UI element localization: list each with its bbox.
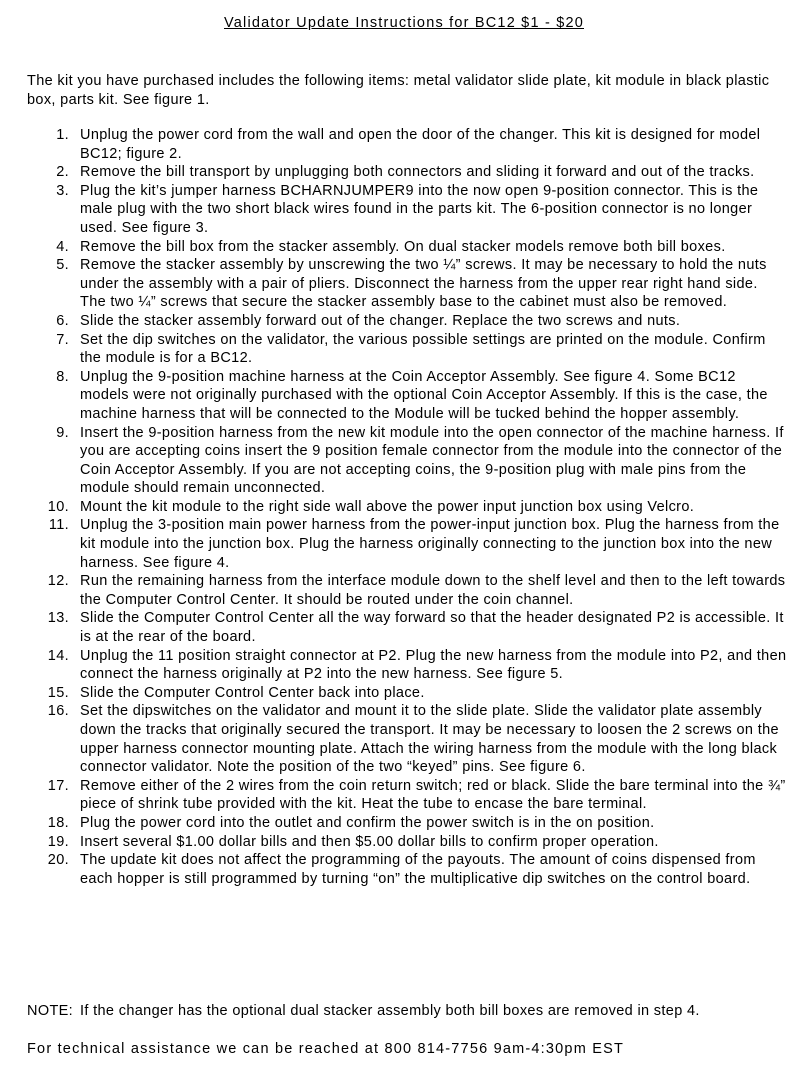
- step-item: [27, 814, 787, 833]
- step-item: [27, 126, 787, 163]
- step-item: [27, 331, 787, 368]
- instruction-steps-list: [27, 126, 787, 888]
- step-item: [27, 163, 787, 182]
- step-number: 3.: [56, 182, 69, 199]
- step-number: 20.: [47, 852, 69, 869]
- step-item: [27, 516, 787, 572]
- step-number: 16.: [47, 703, 69, 720]
- step-number: 13.: [47, 610, 69, 627]
- step-number: 8.: [56, 368, 69, 385]
- step-text: Insert several $1.00 dollar bills and then $5.00 dollar bills to confirm proper operation.: [80, 833, 659, 850]
- step-number: 19.: [47, 833, 69, 850]
- note-paragraph: [27, 1002, 797, 1021]
- step-text: Slide the Computer Control Center back into place.: [80, 684, 425, 701]
- step-number: 14.: [47, 647, 69, 664]
- step-number: 17.: [47, 777, 69, 794]
- step-number: 2.: [56, 164, 69, 181]
- step-text: Unplug the 9-position machine harness at the Coin Acceptor Assembly. See figure 4. Some BC12 models were not originally purchased with the optional Coin Acceptor Assembly. If this is the case, the machine harness that will be connected to the Module will be tucked behind the hopper assembly.: [80, 368, 768, 422]
- step-item: [27, 182, 787, 238]
- step-text: Remove the bill box from the stacker assembly. On dual stacker models remove both bill boxes.: [80, 238, 726, 255]
- step-text: Slide the stacker assembly forward out of the changer. Replace the two screws and nuts.: [80, 312, 681, 329]
- step-text: Set the dip switches on the validator, the various possible settings are printed on the module. Confirm the module is for a BC12.: [80, 331, 766, 367]
- step-number: 1.: [56, 127, 69, 143]
- step-item: [27, 684, 787, 703]
- step-text: Unplug the 3-position main power harness from the power-input junction box. Plug the harness from the kit module into the junction box. Plug the harness originally connecting to the junction box into the new harness. See figure 4.: [80, 517, 780, 571]
- step-item: [27, 424, 787, 498]
- step-text: Insert the 9-position harness from the new kit module into the open connector of the machine harness. If you are accepting coins insert the 9 position female connector from the module into the connector of the Coin Acceptor Assembly. If you are not accepting coins, the 9-position plug with male pins from the module should remain unconnected.: [80, 424, 784, 497]
- step-text: Unplug the power cord from the wall and open the door of the changer. This kit is designed for model BC12; figure 2.: [80, 127, 761, 162]
- step-number: 6.: [56, 312, 69, 329]
- step-number: 7.: [56, 331, 69, 348]
- step-number: 5.: [56, 257, 69, 274]
- step-text: Run the remaining harness from the interface module down to the shelf level and then to the left towards the Computer Control Center. It should be routed under the coin channel.: [80, 573, 786, 608]
- intro-paragraph: The kit you have purchased includes the following items: metal validator slide plate, kit module in black plastic box, parts kit. See figure 1.: [27, 73, 770, 108]
- step-number: 15.: [47, 684, 69, 701]
- step-text: Slide the Computer Control Center all the way forward so that the header designated P2 is accessible. It is at the rear of the board.: [80, 610, 784, 646]
- step-item: [27, 312, 787, 331]
- step-text: Remove either of the 2 wires from the coin return switch; red or black. Slide the bare terminal into the ¾” piece of shrink tube provided with the kit. Heat the tube to encase the bare terminal.: [80, 777, 786, 813]
- step-item: [27, 238, 787, 257]
- contact-line: For technical assistance we can be reached at 800 814-7756 9am-4:30pm EST: [27, 1041, 625, 1057]
- step-item: [27, 851, 787, 888]
- step-item: [27, 609, 787, 646]
- step-item: [27, 647, 787, 684]
- step-number: 9.: [56, 424, 69, 441]
- step-item: [27, 777, 787, 814]
- step-item: [27, 702, 787, 776]
- note-label: NOTE:: [27, 1003, 74, 1019]
- step-text: Mount the kit module to the right side wall above the power input junction box using Velcro.: [80, 498, 695, 515]
- step-number: 12.: [47, 573, 69, 590]
- step-item: [27, 498, 787, 517]
- step-text: Remove the stacker assembly by unscrewing the two ¼” screws. It may be necessary to hold the nuts under the assembly with a pair of pliers. Disconnect the harness from the upper rear right hand side. The two ¼” screws that secure the stacker assembly base to the cabinet must also be removed.: [80, 257, 767, 311]
- step-number: 11.: [48, 517, 69, 534]
- step-item: [27, 368, 787, 424]
- step-item: [27, 833, 787, 852]
- step-number: 10.: [47, 498, 69, 515]
- step-text: The update kit does not affect the programming of the payouts. The amount of coins dispensed from each hopper is still programmed by turning “on” the multiplicative dip switches on the control board.: [80, 852, 756, 887]
- step-text: Plug the power cord into the outlet and confirm the power switch is in the on position.: [80, 814, 655, 831]
- step-item: [27, 572, 787, 609]
- step-text: Unplug the 11 position straight connector at P2. Plug the new harness from the module into P2, and then connect the harness originally at P2 into the new harness. See figure 5.: [80, 647, 787, 683]
- step-text: Set the dipswitches on the validator and mount it to the slide plate. Slide the validator plate assembly down the tracks that originally secured the transport. It may be necessary to loosen the 2 screws on the upper harness connector mounting plate. Attach the wiring harness from the module with the long black connector validator. Note the position of the two “keyed” pins. See figure 6.: [80, 703, 779, 776]
- document-title: Validator Update Instructions for BC12 $1 - $20: [224, 15, 584, 31]
- step-item: [27, 256, 787, 312]
- note-text: If the changer has the optional dual stacker assembly both bill boxes are removed in step 4.: [80, 1003, 700, 1019]
- step-number: 18.: [47, 814, 69, 831]
- step-number: 4.: [56, 238, 69, 255]
- step-text: Plug the kit’s jumper harness BCHARNJUMPER9 into the now open 9-position connector. This is the male plug with the two short black wires found in the parts kit. The 6-position connector is no longer used. See figure 3.: [80, 182, 759, 236]
- step-text: Remove the bill transport by unplugging both connectors and sliding it forward and out of the tracks.: [80, 164, 755, 181]
